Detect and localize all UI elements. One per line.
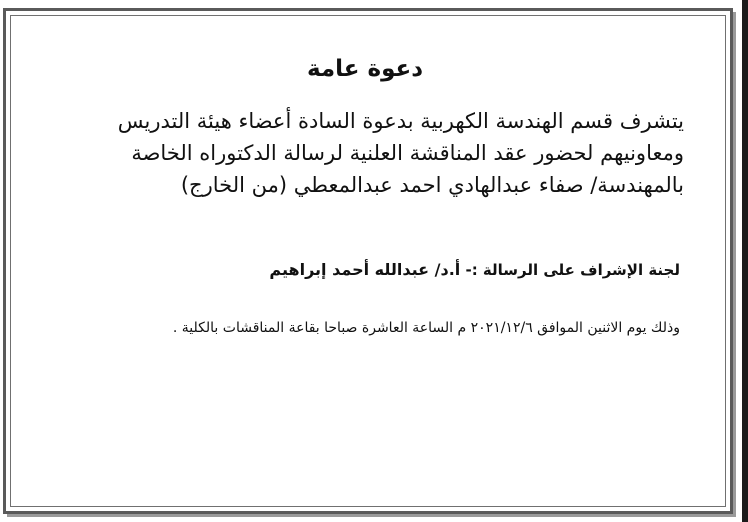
frame-shadow-right	[733, 12, 736, 517]
intro-line: بالمهندسة/ صفاء عبدالهادي احمد عبدالمعطي (من الخارج)	[180, 173, 684, 197]
intro-line: يتشرف قسم الهندسة الكهربية بدعوة السادة أعضاء هيئة التدريس	[117, 109, 684, 133]
defense-details: وذلك يوم الاثنين الموافق ٢٠٢١/١٢/٦ م الساعة العاشرة صباحا بقاعة المناقشات بالكلية .	[172, 320, 680, 336]
frame-shadow-bottom	[7, 514, 736, 517]
intro-line: ومعاونيهم لحضور عقد المناقشة العلنية لرسالة الدكتوراه الخاصة	[131, 141, 684, 165]
invitation-intro	[54, 105, 684, 201]
scan-edge	[742, 0, 748, 522]
invitation-title: دعوة عامة	[306, 56, 424, 82]
committee-label: لجنة الإشراف على الرسالة :-	[460, 261, 680, 279]
supervision-committee	[220, 260, 680, 279]
committee-name: أ.د/ عبدالله أحمد إبراهيم	[269, 260, 461, 279]
